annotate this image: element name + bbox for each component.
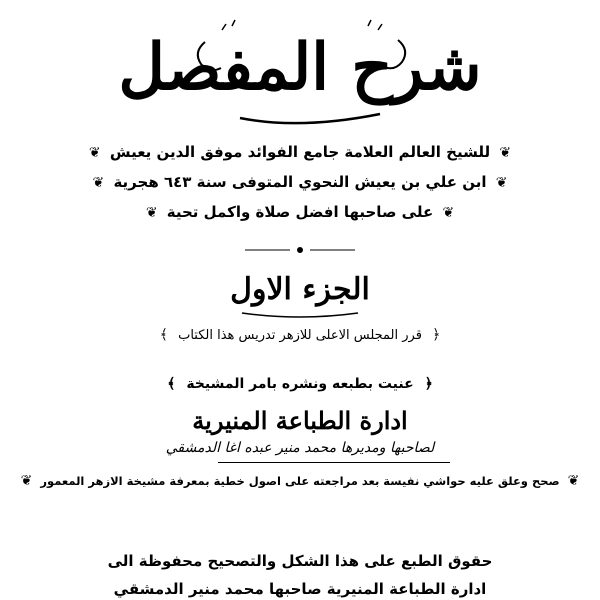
care-note	[0, 376, 600, 392]
ornament-icon: ❦	[495, 175, 508, 191]
owner-underline	[218, 462, 450, 463]
author-line-2-text: ابن علي بن يعيش النحوي المتوفى سنة ٦٤٣ هجرية	[113, 173, 487, 191]
ornament-icon: ❦	[20, 473, 33, 489]
ornament-icon: ❦	[88, 145, 101, 161]
section-divider	[245, 245, 355, 255]
volume-underline	[240, 308, 360, 318]
author-line-1	[0, 143, 600, 161]
bracket-icon: ﴾	[167, 376, 176, 392]
council-note-text: قرر المجلس الاعلى للازهر تدريس هذا الكتاب	[178, 328, 422, 343]
council-note	[0, 327, 600, 343]
ornament-icon: ❦	[145, 205, 158, 221]
rights-line-2: ادارة الطباعة المنيرية صاحبها محمد منير الدمشقي	[113, 580, 487, 598]
correction-note	[0, 473, 600, 489]
publisher-name: ادارة الطباعة المنيرية	[192, 406, 408, 435]
correction-note-text: صحح وعلق عليه حواشي نفيسة بعد مراجعته على اصول خطية بمعرفة مشيخة الازهر المعمور	[40, 474, 560, 488]
ornament-icon: ❦	[92, 175, 105, 191]
rights-line: حقوق الطبع على هذا الشكل والتصحيح محفوظة الى	[107, 552, 493, 570]
author-line-2	[0, 173, 600, 191]
publisher-owner: لصاحبها ومديرها محمد منير عبده اغا الدمشقي	[165, 440, 435, 456]
ornament-icon: ❦	[567, 473, 580, 489]
bracket-icon: ﴾	[159, 327, 168, 343]
ornament-icon: ❦	[499, 145, 512, 161]
author-line-3	[0, 203, 600, 221]
book-title: شرح المفصل	[118, 30, 482, 105]
bracket-icon: ﴿	[424, 376, 433, 392]
volume-label: الجزء الاول	[230, 272, 370, 307]
ornament-icon: ❦	[442, 205, 455, 221]
care-note-text: عنيت بطبعه ونشره بامر المشيخة	[186, 376, 414, 392]
author-line-1-text: للشيخ العالم العلامة جامع الفوائد موفق الدين يعيش	[109, 143, 491, 161]
author-line-3-text: على صاحبها افضل صلاة واكمل تحية	[166, 203, 434, 221]
bracket-icon: ﴿	[432, 327, 441, 343]
